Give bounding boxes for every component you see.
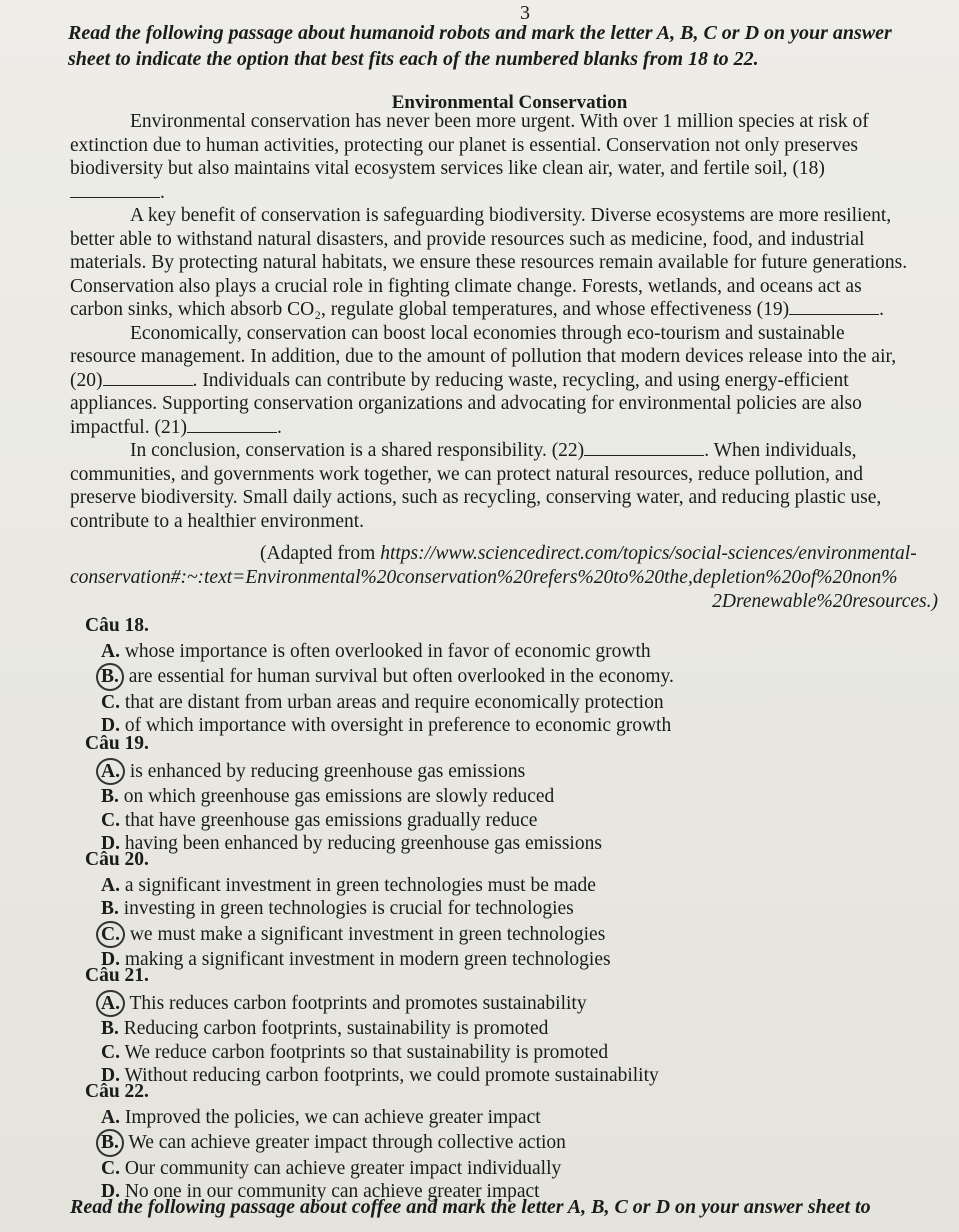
option-letter: B. [96, 663, 124, 691]
passage-title: Environmental Conservation [391, 92, 628, 113]
blank-number: (21) [154, 416, 187, 438]
question-label: Câu 19. [85, 733, 149, 754]
option-c[interactable] [85, 1157, 566, 1181]
paragraph-text: A key benefit of conservation is safeguarding biodiversity. Diverse ecosystems are more resilient, better able to withstand natural disasters, and provide resources such as medicine, food, and industrial materials. By protecting natural habitats, we ensure these resources remain available for future generations. Conservation also plays a crucial role in fighting climate change. Forests, wetlands, and oceans act as carbon sinks, which absorb CO₂, regulate global temperatures, and whose effectiveness [70, 205, 908, 320]
option-text: we must make a significant investment in green technologies [129, 923, 606, 945]
question-22 [85, 1080, 566, 1204]
answer-blank [103, 369, 193, 386]
paragraph-4 [70, 439, 910, 533]
option-b[interactable] [85, 663, 674, 691]
paragraph-text: . When individuals, communities, and governments work together, we can protect natural resources, reduce pollution, and preserve biodiversity. Small daily actions, such as recycling, conserving water, and reducing plastic use, contribute to a healthier environment. [70, 440, 882, 532]
option-letter: B. [101, 1018, 119, 1039]
option-letter: C. [101, 1041, 120, 1063]
answer-blank [187, 416, 277, 433]
paragraph-text: Economically, conservation can boost local economies through eco-tourism and sustainable resource management. In addition, due to the amount of pollution that modern devices release into the air, [70, 322, 897, 367]
punctuation: . [160, 181, 165, 203]
option-letter: A. [101, 1106, 120, 1128]
option-text: Improved the policies, we can achieve greater impact [124, 1106, 541, 1128]
paragraph-2 [70, 204, 910, 322]
option-text: a significant investment in green technologies must be made [124, 874, 596, 896]
blank-number: (18) [792, 158, 825, 179]
source-url: conservation#:~:text=Environmental%20conservation%20refers%20to%20the,depletion%20of%20non% [70, 567, 898, 588]
paragraph-text: In conclusion, conservation is a shared responsibility. [130, 440, 552, 461]
option-letter: B. [101, 786, 119, 807]
paragraph-text: Environmental conservation has never been more urgent. With over 1 million species at risk of extinction due to human activities, protecting our planet is essential. Conservation not only preserves biodiversity but also maintains vital ecosystem services like clean air, water, and fertile soil, [70, 111, 869, 179]
option-letter: D. [101, 715, 120, 736]
answer-blank [70, 181, 160, 198]
option-text: Our community can achieve greater impact individually [124, 1157, 562, 1179]
question-label: Câu 20. [85, 849, 149, 870]
option-a[interactable] [85, 640, 674, 664]
source-line [70, 566, 950, 590]
source-line [70, 590, 950, 614]
option-a[interactable] [85, 990, 659, 1018]
option-b[interactable] [85, 1129, 566, 1157]
option-text: We can achieve greater impact through collective action [128, 1132, 566, 1153]
option-c[interactable] [85, 1041, 659, 1065]
option-letter: D. [101, 1065, 120, 1086]
option-a[interactable] [85, 874, 611, 898]
option-text: that are distant from urban areas and require economically protection [124, 691, 664, 713]
option-letter: B. [96, 1129, 124, 1157]
option-b[interactable] [85, 897, 611, 921]
question-label: Câu 21. [85, 965, 149, 986]
option-text: We reduce carbon footprints so that sustainability is promoted [124, 1041, 609, 1063]
option-letter: C. [101, 691, 120, 713]
passage [70, 110, 910, 533]
blank-number: (22) [551, 440, 585, 461]
question-label: Câu 18. [85, 615, 149, 636]
option-letter: D. [101, 833, 120, 854]
option-letter: D. [101, 1181, 120, 1202]
page-number: 3 [520, 2, 530, 24]
paragraph-3 [70, 322, 910, 440]
option-text: investing in green technologies is crucial for technologies [123, 898, 574, 919]
option-letter: C. [101, 809, 120, 831]
instruction: Read the following passage about humanoid robots and mark the letter A, B, C or D on your answer sheet to indicate the option that best fits each of the numbered blanks from 18 to 22. [68, 22, 892, 70]
source-citation [70, 542, 950, 614]
option-text: having been enhanced by reducing greenhouse gas emissions [124, 833, 602, 854]
punctuation: . [276, 416, 282, 438]
next-instruction: Read the following passage about coffee and mark the letter A, B, C or D on your answer sheet to [70, 1196, 871, 1218]
option-letter: A. [101, 874, 120, 896]
option-letter: C. [101, 1157, 120, 1179]
source-prefix: (Adapted from [260, 543, 381, 564]
source-url: https://www.sciencedirect.com/topics/social-sciences/environmental- [380, 543, 917, 564]
option-text: is enhanced by reducing greenhouse gas emissions [129, 760, 526, 782]
source-line [70, 542, 950, 566]
blank-number: (20) [70, 369, 103, 391]
option-text: on which greenhouse gas emissions are slowly reduced [123, 786, 555, 807]
option-text: of which importance with oversight in preference to economic growth [124, 715, 672, 736]
option-b[interactable] [85, 785, 602, 809]
option-text: are essential for human survival but often overlooked in the economy. [128, 666, 674, 687]
blank-number: (19) [756, 299, 790, 320]
option-letter: C. [96, 921, 125, 949]
question-18 [85, 614, 674, 738]
source-url: 2Drenewable%20resources.) [712, 591, 938, 612]
option-letter: D. [101, 949, 120, 970]
option-text: that have greenhouse gas emissions gradually reduce [124, 809, 538, 831]
punctuation: . [879, 299, 884, 320]
option-text: whose importance is often overlooked in favor of economic growth [124, 640, 651, 662]
option-letter: A. [96, 758, 125, 786]
question-21 [85, 964, 659, 1088]
option-c[interactable] [85, 691, 674, 715]
option-text: making a significant investment in modern green technologies [124, 949, 611, 970]
option-b[interactable] [85, 1017, 659, 1041]
answer-blank [789, 298, 879, 315]
option-a[interactable] [85, 1106, 566, 1130]
answer-blank [584, 439, 704, 456]
option-text: Reducing carbon footprints, sustainability is promoted [123, 1018, 549, 1039]
paragraph-text: . Individuals can contribute by reducing waste, recycling, and using energy-efficient appliances. Supporting conservation organizations and advocating for environmental policies are also impactful. [70, 369, 862, 438]
option-c[interactable] [85, 809, 602, 833]
question-19 [85, 732, 602, 856]
option-text: Without reducing carbon footprints, we could promote sustainability [124, 1065, 659, 1086]
option-text: No one in our community can achieve greater impact [124, 1181, 540, 1202]
question-20 [85, 848, 611, 972]
question-label: Câu 22. [85, 1081, 149, 1102]
option-text: This reduces carbon footprints and promotes sustainability [129, 992, 587, 1014]
option-letter: A. [96, 990, 125, 1018]
option-a[interactable] [85, 758, 602, 786]
option-letter: B. [101, 898, 119, 919]
paragraph-1 [70, 110, 910, 204]
option-letter: A. [101, 640, 120, 662]
option-c[interactable] [85, 921, 611, 949]
